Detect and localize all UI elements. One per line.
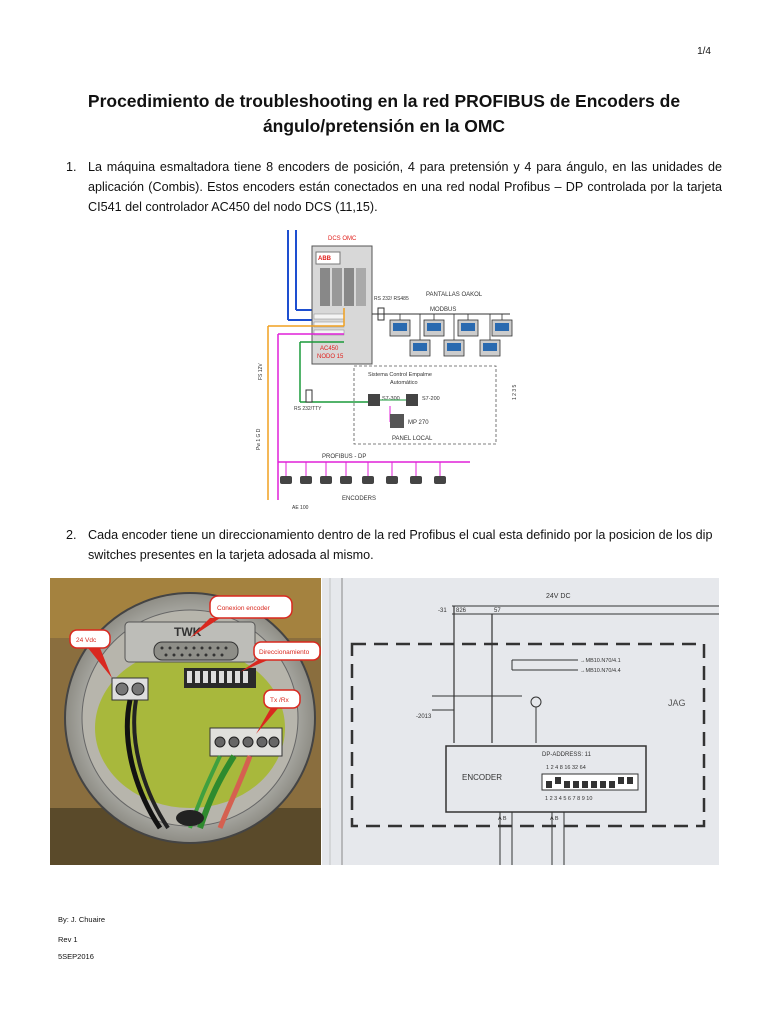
encoder-label: ENCODER (462, 773, 503, 782)
rs232-485-label: RS 232/ RS485 (374, 296, 409, 302)
document-title: Procedimiento de troubleshooting en la red PROFIBUS de Encoders de ángulo/pretensión en la OMC (87, 91, 681, 136)
list-text: La máquina esmaltadora tiene 8 encoders de posición, 4 para pretensión y 4 para ángulo, en las unidades de aplicación (Combis). Estos encoders están conectados en una red nodal Profibus – DP controlada por la tarjeta CI541 del controlador AC450 del nodo DCS (11,15). (88, 160, 722, 214)
callout-24v: 24 Vdc (76, 637, 97, 644)
svg-text:FS 12V: FS 12V (258, 363, 264, 380)
encoder-schematic (322, 578, 719, 865)
modbus-label: MODBUS (430, 307, 457, 313)
footer-author: By: J. Chuaire (58, 915, 106, 924)
sistema-line2: Automático (390, 380, 418, 386)
t2013-label: -2013 (416, 714, 432, 720)
encoder-photo (50, 578, 321, 865)
nodo-label: NODO 15 (317, 354, 344, 360)
mb2-label: →MB10.N70/4.4 (580, 668, 621, 674)
list-text: Cada encoder tiene un direccionamiento dentro de la red Profibus el cual esta definido por la posicion de los dip switches presentes en la tarjeta adosada al mismo. (88, 528, 713, 562)
profibus-label: PROFIBUS - DP (322, 454, 367, 460)
callout-conexion: Conexion encoder (217, 605, 270, 612)
ab-terminals-2: A B (550, 816, 559, 822)
panel-label: PANEL LOCAL (392, 436, 433, 442)
s7-200-label: S7-200 (422, 396, 440, 402)
ab-terminals-1: A B (498, 816, 507, 822)
jag-label: JAG (668, 698, 686, 708)
bit-values: 1 2 4 8 16 32 64 (546, 765, 586, 771)
callout-direccionamiento: Direccionamiento (259, 649, 310, 656)
list-number: 1. (66, 160, 77, 174)
page-number: 1/4 (697, 46, 711, 57)
callout-txrx: Tx /Rx (270, 697, 289, 704)
abb-logo: ABB (318, 256, 331, 262)
mb1-label: →MB10.N70/4.1 (580, 658, 621, 664)
list-number: 2. (66, 528, 77, 542)
svg-text:1 2 3 5: 1 2 3 5 (512, 384, 518, 400)
twk-logo: TWK (174, 625, 202, 639)
s7-300-label: S7-300 (382, 396, 400, 402)
list-item (66, 525, 722, 565)
footer-revision: Rev 1 (58, 935, 78, 944)
encoders-label: ENCODERS (342, 496, 377, 502)
mp270-label: MP 270 (408, 420, 429, 426)
network-diagram (240, 230, 530, 510)
ac450-label: AC450 (320, 346, 339, 352)
rs232-tty-label: RS 232/TTY (294, 406, 322, 412)
vdc-label: 24V DC (546, 593, 571, 600)
t57-label: 57 (494, 608, 501, 614)
dp-address-label: DP-ADDRESS: 11 (542, 752, 591, 758)
svg-text:Pw 1 G D: Pw 1 G D (256, 428, 262, 450)
pantallas-label: PANTALLAS OAKOL (426, 292, 483, 298)
t826-label: 826 (456, 608, 467, 614)
dcs-label: DCS OMC (328, 236, 357, 242)
t31-label: -31 (438, 608, 447, 614)
switch-numbers: 1 2 3 4 5 6 7 8 9 10 (545, 796, 593, 802)
ae-label: AE 100 (292, 505, 309, 510)
footer-date: 5SEP2016 (58, 952, 94, 961)
list-item (66, 157, 722, 217)
sistema-line1: Sistema Control Empalme (368, 372, 432, 378)
